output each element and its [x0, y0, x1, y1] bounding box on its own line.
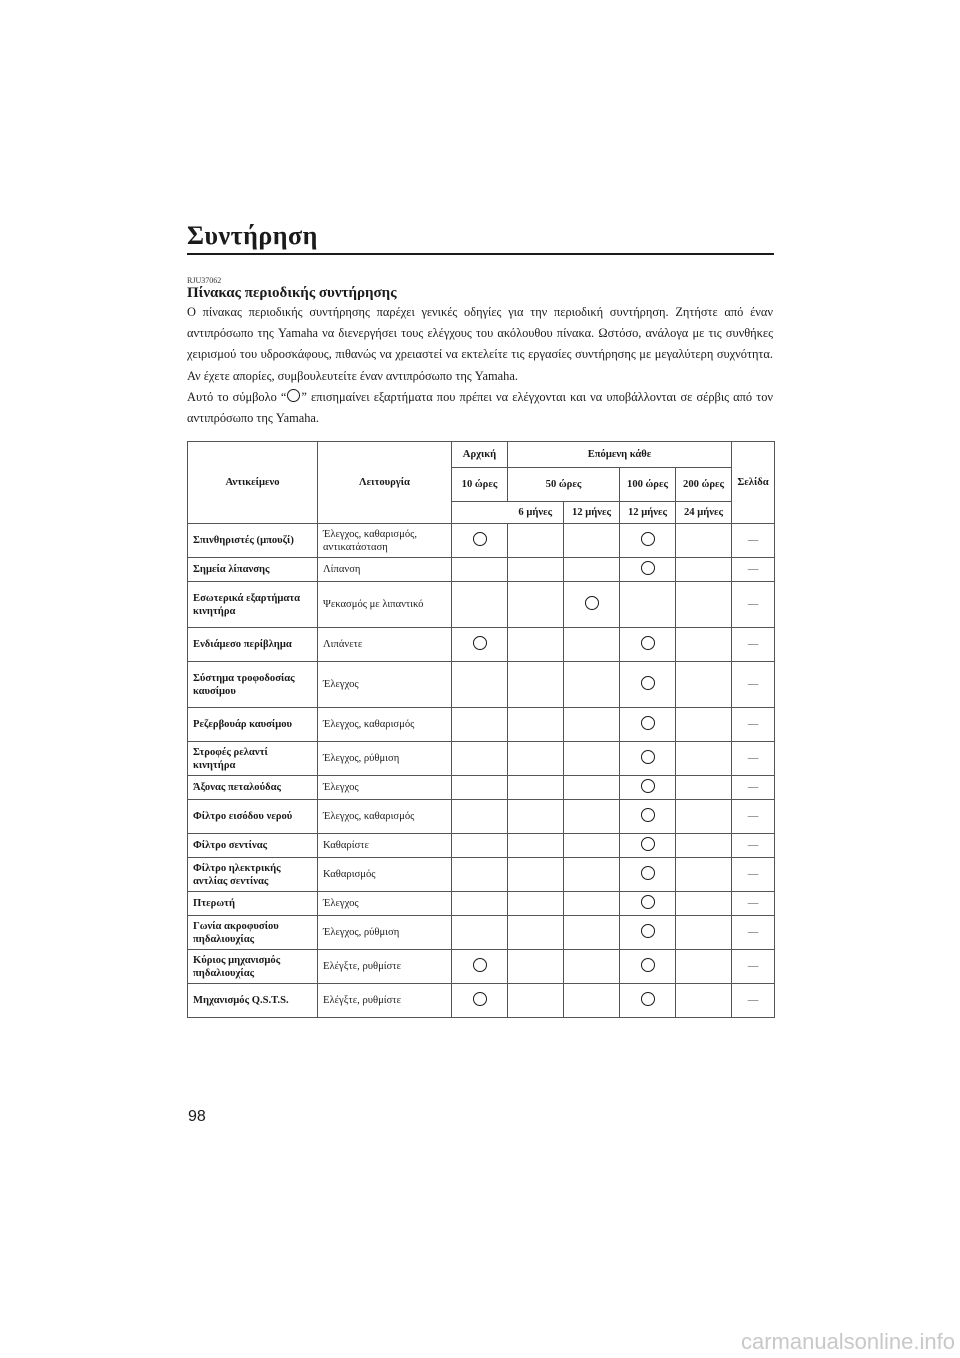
table-row — [188, 742, 775, 776]
row-operation: Ψεκασμός με λιπαντικό — [318, 582, 452, 628]
section-code: RJU37062 — [187, 276, 222, 285]
row-item: Ρεζερβουάρ καυσίμου — [188, 708, 318, 742]
header-blank — [452, 502, 508, 524]
table-row — [188, 558, 775, 582]
row-page: — — [732, 834, 775, 858]
row-page: — — [732, 558, 775, 582]
table-row — [188, 776, 775, 800]
row-page: — — [732, 984, 775, 1018]
header-24m: 24 μήνες — [676, 502, 732, 524]
header-operation: Λειτουργία — [318, 442, 452, 524]
header-initial: Αρχική — [452, 442, 508, 468]
circle-mark-icon — [641, 561, 655, 575]
intro-paragraph-2-end: ” επισημαίνει εξαρτήματα που πρέπει να ελέγχονται και να υποβάλλονται σε σέρβις από τον αντιπρόσωπο της Yamaha. — [187, 389, 773, 426]
row-item: Γωνία ακροφυσίου πηδαλιουχίας — [188, 916, 318, 950]
header-10h: 10 ώρες — [452, 468, 508, 502]
row-item: Ενδιάμεσο περίβλημα — [188, 628, 318, 662]
row-page: — — [732, 662, 775, 708]
row-page: — — [732, 524, 775, 558]
row-operation: Έλεγχος — [318, 776, 452, 800]
row-page: — — [732, 800, 775, 834]
row-item: Σύστημα τροφοδοσίας καυσίμου — [188, 662, 318, 708]
row-page: — — [732, 628, 775, 662]
row-operation: Λιπάνετε — [318, 628, 452, 662]
circle-mark-icon — [641, 716, 655, 730]
table-row — [188, 800, 775, 834]
table-row — [188, 984, 775, 1018]
circle-mark-icon — [641, 532, 655, 546]
row-item: Εσωτερικά εξαρτήματα κινητήρα — [188, 582, 318, 628]
row-item: Στροφές ρελαντί κινητήρα — [188, 742, 318, 776]
row-page: — — [732, 892, 775, 916]
intro-paragraph-2-start: Αυτό το σύμβολο “ — [187, 389, 287, 404]
header-6m: 6 μήνες — [508, 502, 564, 524]
header-200h: 200 ώρες — [676, 468, 732, 502]
circle-mark-icon — [641, 808, 655, 822]
circle-symbol-icon — [287, 389, 300, 402]
header-page: Σελίδα — [732, 442, 775, 524]
row-operation: Λίπανση — [318, 558, 452, 582]
page-number: 98 — [188, 1108, 206, 1125]
header-50h: 50 ώρες — [508, 468, 620, 502]
row-operation: Έλεγχος, ρύθμιση — [318, 742, 452, 776]
row-item: Σπινθηριστές (μπουζί) — [188, 524, 318, 558]
table-row — [188, 582, 775, 628]
row-item: Σημεία λίπανσης — [188, 558, 318, 582]
table-row — [188, 524, 775, 558]
row-operation: Έλεγχος — [318, 892, 452, 916]
row-page: — — [732, 950, 775, 984]
row-page: — — [732, 582, 775, 628]
watermark: carmanualsonline.info — [740, 1329, 955, 1354]
header-rule — [187, 253, 774, 255]
table-row — [188, 708, 775, 742]
circle-mark-icon — [641, 924, 655, 938]
circle-mark-icon — [641, 750, 655, 764]
row-operation: Καθαρίστε — [318, 834, 452, 858]
row-item: Φίλτρο σεντίνας — [188, 834, 318, 858]
circle-mark-icon — [473, 958, 487, 972]
table-row — [188, 950, 775, 984]
chapter-title: Συντήρηση — [187, 221, 318, 250]
header-item: Αντικείμενο — [188, 442, 318, 524]
table-row — [188, 662, 775, 708]
intro-text — [187, 302, 773, 429]
circle-mark-icon — [585, 596, 599, 610]
circle-mark-icon — [641, 866, 655, 880]
table-row — [188, 892, 775, 916]
circle-mark-icon — [473, 992, 487, 1006]
table-row — [188, 916, 775, 950]
circle-mark-icon — [641, 779, 655, 793]
row-page: — — [732, 708, 775, 742]
row-item: Μηχανισμός Q.S.T.S. — [188, 984, 318, 1018]
intro-paragraph-1: Ο πίνακας περιοδικής συντήρησης παρέχει γενικές οδηγίες για την περιοδική συντήρηση. Ζητήστε από έναν αντιπρόσωπο της Yamaha να διενεργήσει τους ελέγχους του ακόλουθου πίνακα. Ωστόσο, ανάλογα με τις συνθήκες χειρισμού του υδροσκάφους, πιθανώς να χρειαστεί να εκτελείτε τις εργασίες συντήρησης με μεγαλύτερη συχνότητα. Αν έχετε απορίες, συμβουλευτείτε έναν αντιπρόσωπο της Yamaha. — [187, 305, 773, 383]
header-100h: 100 ώρες — [620, 468, 676, 502]
row-page: — — [732, 916, 775, 950]
row-operation: Ελέγξτε, ρυθμίστε — [318, 984, 452, 1018]
circle-mark-icon — [641, 992, 655, 1006]
circle-mark-icon — [641, 676, 655, 690]
row-operation: Έλεγχος, ρύθμιση — [318, 916, 452, 950]
row-item: Κύριος μηχανισμός πηδαλιουχίας — [188, 950, 318, 984]
row-operation: Έλεγχος, καθαρισμός — [318, 708, 452, 742]
table-row — [188, 834, 775, 858]
section-title: Πίνακας περιοδικής συντήρησης — [187, 285, 397, 301]
circle-mark-icon — [641, 636, 655, 650]
circle-mark-icon — [641, 895, 655, 909]
circle-mark-icon — [473, 532, 487, 546]
row-item: Φίλτρο εισόδου νερού — [188, 800, 318, 834]
maintenance-table — [187, 441, 775, 1018]
row-item: Πτερωτή — [188, 892, 318, 916]
row-operation: Καθαρισμός — [318, 858, 452, 892]
row-page: — — [732, 742, 775, 776]
header-12m-b: 12 μήνες — [620, 502, 676, 524]
header-every: Επόμενη κάθε — [508, 442, 732, 468]
circle-mark-icon — [641, 837, 655, 851]
table-row — [188, 858, 775, 892]
row-operation: Έλεγχος, καθαρισμός, αντικατάσταση — [318, 524, 452, 558]
intro-paragraph-2 — [187, 387, 773, 429]
row-page: — — [732, 776, 775, 800]
circle-mark-icon — [641, 958, 655, 972]
row-item: Φίλτρο ηλεκτρικής αντλίας σεντίνας — [188, 858, 318, 892]
header-12m-a: 12 μήνες — [564, 502, 620, 524]
table-row — [188, 628, 775, 662]
row-operation: Ελέγξτε, ρυθμίστε — [318, 950, 452, 984]
circle-mark-icon — [473, 636, 487, 650]
row-item: Άξονας πεταλούδας — [188, 776, 318, 800]
row-page: — — [732, 858, 775, 892]
row-operation: Έλεγχος — [318, 662, 452, 708]
row-operation: Έλεγχος, καθαρισμός — [318, 800, 452, 834]
